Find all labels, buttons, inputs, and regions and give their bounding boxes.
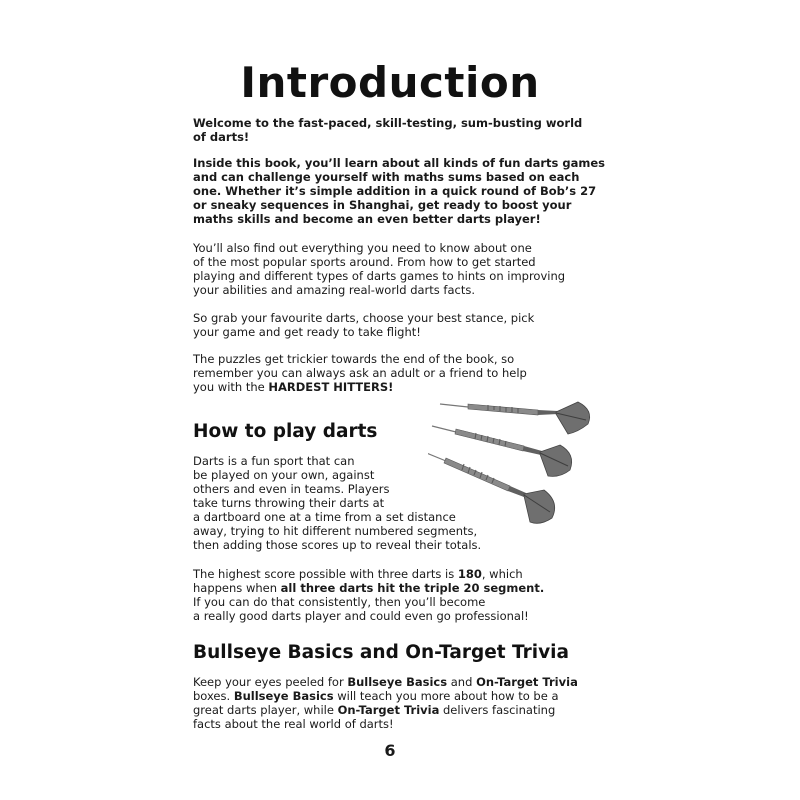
- text-run: and: [447, 675, 477, 689]
- text-run: Keep your eyes peeled for: [193, 675, 348, 689]
- text-run: delivers fascinating: [439, 703, 556, 717]
- text-run: , which: [481, 567, 523, 581]
- paragraph-puzzles: [193, 352, 527, 394]
- page-title: Introduction: [240, 58, 540, 107]
- text-line: The puzzles get trickier towards the end of the book, so: [193, 352, 515, 366]
- page-number: 6: [384, 741, 396, 760]
- text-line: remember you can always ask an adult or a friend to help: [193, 366, 527, 380]
- text-line: So grab your favourite darts, choose your best stance, pick: [193, 311, 535, 325]
- text-line: [193, 380, 527, 394]
- text-line: maths skills and become an even better darts player!: [193, 212, 541, 226]
- text-line: If you can do that consistently, then you’ll become: [193, 595, 486, 609]
- text-line: [193, 703, 578, 717]
- text-run: will teach you more about how to be a: [333, 689, 559, 703]
- text-line: then adding those scores up to reveal their totals.: [193, 538, 482, 552]
- text-run: great darts player, while: [193, 703, 338, 717]
- text-line: of the most popular sports around. From how to get started: [193, 255, 536, 269]
- on-target-trivia-label: On-Target Trivia: [476, 675, 578, 689]
- text-line: take turns throwing their darts at: [193, 496, 385, 510]
- triple-20-text: all three darts hit the triple 20 segment.: [280, 581, 545, 595]
- section-heading-how-to-play: How to play darts: [193, 421, 378, 442]
- paragraph-sports: [193, 241, 565, 297]
- text-line: [193, 689, 578, 703]
- bullseye-basics-label: Bullseye Basics: [347, 675, 448, 689]
- hardest-hitters-label: HARDEST HITTERS!: [268, 380, 394, 394]
- text-line: and can challenge yourself with maths sums based on each: [193, 170, 580, 184]
- text-run: boxes.: [193, 689, 234, 703]
- text-line: your game and get ready to take flight!: [193, 325, 421, 339]
- dart-icon: [440, 402, 590, 434]
- text-line: or sneaky sequences in Shanghai, get ready to boost your: [193, 198, 572, 212]
- text-line: your abilities and amazing real-world darts facts.: [193, 283, 476, 297]
- text-line: Welcome to the fast-paced, skill-testing, sum-busting world: [193, 116, 583, 130]
- text-line: facts about the real world of darts!: [193, 717, 394, 731]
- paragraph-bullseye: [193, 675, 578, 731]
- text-line: one. Whether it’s simple addition in a quick round of Bob’s 27: [193, 184, 597, 198]
- text-line: playing and different types of darts games to hints on improving: [193, 269, 566, 283]
- text-line: You’ll also find out everything you need to know about one: [193, 241, 532, 255]
- intro-bold-paragraph: [193, 116, 582, 144]
- paragraph-highest-score: [193, 567, 544, 623]
- text-run: happens when: [193, 581, 281, 595]
- text-line: a really good darts player and could even go professional!: [193, 609, 529, 623]
- paragraph-how-to-play: [193, 454, 481, 552]
- bullseye-basics-label: Bullseye Basics: [233, 689, 334, 703]
- text-run: you with the: [193, 380, 269, 394]
- score-value: 180: [457, 567, 482, 581]
- intro-bold-paragraph-2: [193, 156, 605, 226]
- text-line: away, trying to hit different numbered segments,: [193, 524, 478, 538]
- section-heading-bullseye: Bullseye Basics and On-Target Trivia: [193, 642, 569, 663]
- text-line: Inside this book, you’ll learn about all kinds of fun darts games: [193, 156, 606, 170]
- on-target-trivia-label: On-Target Trivia: [337, 703, 440, 717]
- text-line: [193, 567, 544, 581]
- text-line: a dartboard one at a time from a set distance: [193, 510, 456, 524]
- text-run: The highest score possible with three darts is: [193, 567, 458, 581]
- text-line: Darts is a fun sport that can: [193, 454, 355, 468]
- text-line: of darts!: [193, 130, 250, 144]
- paragraph-grab-darts: [193, 311, 534, 339]
- text-line: [193, 675, 578, 689]
- text-line: [193, 581, 544, 595]
- text-line: others and even in teams. Players: [193, 482, 390, 496]
- text-line: be played on your own, against: [193, 468, 375, 482]
